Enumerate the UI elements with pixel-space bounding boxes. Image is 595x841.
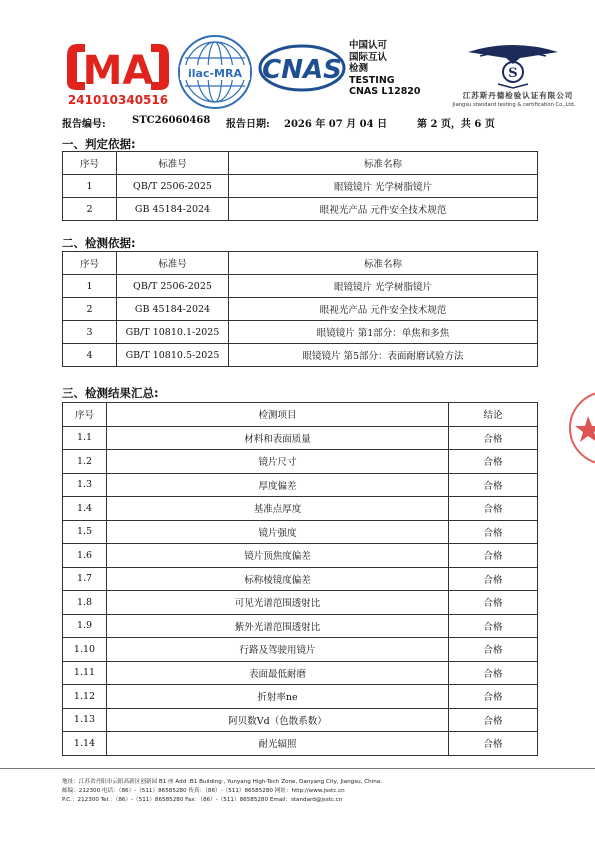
cell-conclusion: 合格 (449, 591, 538, 615)
cnas-line: 中国认可 (349, 40, 388, 51)
section3-title: 三、检测结果汇总: (62, 386, 159, 400)
cell-standard-name: 眼视光产品 元件安全技术规范 (229, 198, 538, 221)
cell-test-item: 表面最低耐磨 (107, 661, 449, 685)
table-row (63, 497, 538, 521)
footer-contact-cn: 邮编：212300 电话：（86）-（511）86585280 传真：（86）-（511）86585280 网址：http://www.jsstc.cn (62, 788, 345, 794)
footer-address: 地址：江苏省丹阳市云阳高新区创新园 B1 座 Add :B1 Building , Yunyang High-Tech Zone, Danyang City, Jiangsu, China. (62, 779, 382, 785)
judgement-basis-table (62, 151, 538, 221)
header-cell: 结论 (449, 403, 538, 427)
cell-conclusion: 合格 (449, 544, 538, 568)
cell-standard-no: GB 45184-2024 (117, 298, 229, 321)
cell-conclusion: 合格 (449, 450, 538, 474)
table-row (63, 708, 538, 732)
cell-test-item: 可见光谱范围透射比 (107, 591, 449, 615)
cell-test-item: 折射率ne (107, 685, 449, 709)
cell-index: 1 (63, 175, 117, 198)
header-cell: 标准名称 (229, 152, 538, 175)
seal-stamp-icon (566, 368, 595, 488)
table-row (63, 198, 538, 221)
table-header-row (63, 252, 538, 275)
report-date-label: 报告日期: (226, 119, 270, 130)
cell-index: 2 (63, 298, 117, 321)
company-name-cn: 江苏斯丹德检验认证有限公司 (462, 91, 574, 100)
cell-index: 1.5 (63, 520, 107, 544)
cell-index: 1.3 (63, 473, 107, 497)
table-row (63, 175, 538, 198)
cell-test-item: 标称棱镜度偏差 (107, 567, 449, 591)
cell-conclusion: 合格 (449, 708, 538, 732)
cell-conclusion: 合格 (449, 732, 538, 756)
cnas-accreditation-text (349, 40, 421, 98)
header-cell: 序号 (63, 403, 107, 427)
cell-conclusion: 合格 (449, 567, 538, 591)
cell-test-item: 行路及驾驶用镜片 (107, 638, 449, 662)
cell-conclusion: 合格 (449, 473, 538, 497)
footer-contact-en: P.C.：212300 Tel.：（86）-（511）86585280 Fax：（86）-（511）86585280 Email：standard@jsstc.cn (62, 797, 343, 803)
cell-conclusion: 合格 (449, 520, 538, 544)
cell-standard-name: 眼镜镜片 第5部分：表面耐磨试验方法 (229, 344, 538, 367)
cell-index: 1 (63, 275, 117, 298)
ma-code: 241010340516 (67, 93, 169, 107)
header-cell: 标准号 (117, 252, 229, 275)
cell-index: 1.4 (63, 497, 107, 521)
cell-index: 4 (63, 344, 117, 367)
table-row (63, 614, 538, 638)
table-row (63, 275, 538, 298)
section2-title: 二、检测依据: (62, 236, 136, 250)
cell-standard-no: GB/T 10810.5-2025 (117, 344, 229, 367)
cell-test-item: 基准点厚度 (107, 497, 449, 521)
report-number-label: 报告编号: (62, 119, 106, 130)
svg-text:S: S (508, 66, 518, 81)
cell-test-item: 材料和表面质量 (107, 426, 449, 450)
cell-test-item: 紫外光谱范围透射比 (107, 614, 449, 638)
cnas-logo-text: CNAS (262, 55, 342, 85)
cell-standard-no: GB 45184-2024 (117, 198, 229, 221)
cell-standard-no: QB/T 2506-2025 (117, 275, 229, 298)
cell-index: 1.12 (63, 685, 107, 709)
cnas-line: CNAS L12820 (349, 86, 421, 97)
cell-standard-name: 眼视光产品 元件安全技术规范 (229, 298, 538, 321)
cell-test-item: 耐光辐照 (107, 732, 449, 756)
cell-test-item: 镜片顶焦度偏差 (107, 544, 449, 568)
test-results-table (62, 402, 538, 756)
table-row (63, 450, 538, 474)
table-row (63, 520, 538, 544)
table-row (63, 544, 538, 568)
header-cell: 标准名称 (229, 252, 538, 275)
report-date: 2026 年 07 月 04 日 (284, 119, 388, 130)
section1-title: 一、判定依据: (62, 137, 136, 151)
cell-index: 2 (63, 198, 117, 221)
ma-letters: MA (82, 48, 154, 94)
cell-test-item: 镜片尺寸 (107, 450, 449, 474)
cell-conclusion: 合格 (449, 661, 538, 685)
cell-index: 1.2 (63, 450, 107, 474)
cell-standard-name: 眼镜镜片 光学树脂镜片 (229, 275, 538, 298)
header-cell: 序号 (63, 252, 117, 275)
report-number: STC26060468 (132, 115, 211, 126)
table-header-row (63, 403, 538, 427)
cell-standard-name: 眼镜镜片 第1部分：单焦和多焦 (229, 321, 538, 344)
footer (62, 778, 382, 805)
cell-standard-name: 眼镜镜片 光学树脂镜片 (229, 175, 538, 198)
header-cell: 标准号 (117, 152, 229, 175)
cnas-line: 检测 (349, 63, 369, 74)
cell-standard-no: GB/T 10810.1-2025 (117, 321, 229, 344)
cell-index: 1.6 (63, 544, 107, 568)
table-row (63, 591, 538, 615)
table-row (63, 344, 538, 367)
cell-conclusion: 合格 (449, 614, 538, 638)
header-logos (0, 28, 595, 112)
company-name-en: Jiangsu standard testing & certification Co.,Ltd. (452, 102, 576, 108)
cell-standard-no: QB/T 2506-2025 (117, 175, 229, 198)
table-row (63, 473, 538, 497)
cell-index: 1.10 (63, 638, 107, 662)
test-basis-table (62, 251, 538, 367)
cnas-line: 国际互认 (349, 51, 388, 63)
cnas-logo (258, 42, 346, 94)
cma-logo (63, 38, 173, 108)
cell-conclusion: 合格 (449, 426, 538, 450)
cell-test-item: 厚度偏差 (107, 473, 449, 497)
cell-conclusion: 合格 (449, 497, 538, 521)
table-row (63, 298, 538, 321)
cell-index: 1.8 (63, 591, 107, 615)
table-row (63, 567, 538, 591)
table-row (63, 426, 538, 450)
page-indicator: 第 2 页，共 6 页 (417, 119, 495, 130)
footer-divider (0, 768, 595, 769)
cell-conclusion: 合格 (449, 638, 538, 662)
cell-index: 3 (63, 321, 117, 344)
header-cell: 检测项目 (107, 403, 449, 427)
ilac-text: ilac-MRA (188, 67, 242, 80)
cell-conclusion: 合格 (449, 685, 538, 709)
cell-index: 1.9 (63, 614, 107, 638)
ilac-mra-logo (176, 34, 254, 110)
cell-index: 1.11 (63, 661, 107, 685)
header-cell: 序号 (63, 152, 117, 175)
table-row (63, 661, 538, 685)
cell-index: 1.13 (63, 708, 107, 732)
cell-index: 1.7 (63, 567, 107, 591)
table-row (63, 732, 538, 756)
cell-index: 1.1 (63, 426, 107, 450)
table-row (63, 321, 538, 344)
cell-index: 1.14 (63, 732, 107, 756)
cell-test-item: 镜片强度 (107, 520, 449, 544)
cnas-line: TESTING (349, 74, 395, 86)
table-row (63, 638, 538, 662)
cell-test-item: 阿贝数Vd（色散系数） (107, 708, 449, 732)
table-header-row (63, 152, 538, 175)
table-row (63, 685, 538, 709)
